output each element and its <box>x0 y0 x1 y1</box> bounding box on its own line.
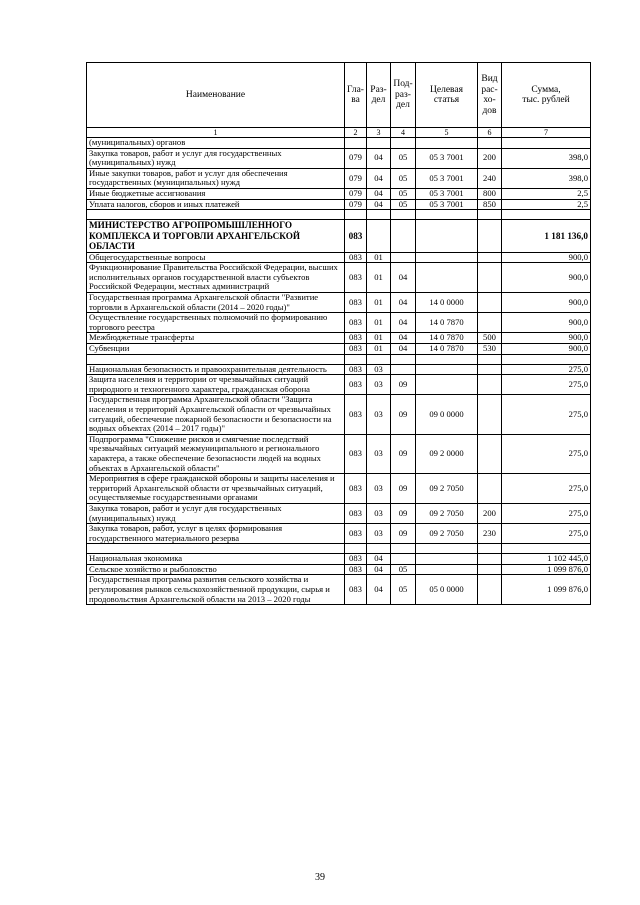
row-glava: 083 <box>345 344 367 355</box>
row-podrazdel: 04 <box>391 333 416 344</box>
table-row <box>87 434 591 473</box>
row-glava: 083 <box>345 375 367 395</box>
row-sum: 900,0 <box>502 263 591 293</box>
column-number: 6 <box>478 128 502 138</box>
row-podrazdel: 05 <box>391 168 416 188</box>
row-target-article: 14 0 7870 <box>416 333 478 344</box>
row-podrazdel: 05 <box>391 148 416 168</box>
row-razdel: 01 <box>367 333 391 344</box>
spacer-row <box>87 210 591 220</box>
row-glava: 083 <box>345 313 367 333</box>
row-target-article: 05 3 7001 <box>416 188 478 199</box>
row-name: Национальная экономика <box>87 554 345 565</box>
row-name: Иные закупки товаров, работ и услуг для обеспечения государственных (муниципальных) нужд <box>87 168 345 188</box>
row-target-article <box>416 375 478 395</box>
row-glava: 079 <box>345 168 367 188</box>
row-razdel <box>367 544 391 554</box>
header-glava: Гла- ва <box>345 63 367 128</box>
row-target-article <box>416 364 478 375</box>
row-expense-type <box>478 474 502 504</box>
row-sum: 275,0 <box>502 434 591 473</box>
row-expense-type: 850 <box>478 199 502 210</box>
row-podrazdel: 04 <box>391 344 416 355</box>
row-expense-type: 240 <box>478 168 502 188</box>
row-target-article: 14 0 7870 <box>416 344 478 355</box>
column-number: 5 <box>416 128 478 138</box>
row-name: Государственная программа развития сельского хозяйства и регулирования рынков сельскохозяйственной продукции, сырья и продовольствия Архангельской области на 2013 – 2020 годы <box>87 575 345 605</box>
row-name: Осуществление государственных полномочий по формированию торгового реестра <box>87 313 345 333</box>
row-name: Уплата налогов, сборов и иных платежей <box>87 199 345 210</box>
row-expense-type <box>478 252 502 263</box>
table-header-row <box>87 63 591 128</box>
column-numbers-row <box>87 128 591 138</box>
row-name: Государственная программа Архангельской области "Защита населения и территорий Архангельской области от чрезвычайных ситуаций, обеспечение пожарной безопасности и безопасности на водных объектах (2014 – 2017 годы)" <box>87 395 345 434</box>
table-row <box>87 263 591 293</box>
row-name: Закупка товаров, работ и услуг для государственных (муниципальных) нужд <box>87 148 345 168</box>
row-podrazdel <box>391 354 416 364</box>
column-number: 4 <box>391 128 416 138</box>
row-expense-type: 800 <box>478 188 502 199</box>
row-name: Защита населения и территории от чрезвычайных ситуаций природного и техногенного характера, гражданская оборона <box>87 375 345 395</box>
row-expense-type <box>478 263 502 293</box>
row-expense-type: 230 <box>478 524 502 544</box>
row-sum: 1 099 876,0 <box>502 575 591 605</box>
column-number: 3 <box>367 128 391 138</box>
row-name: (муниципальных) органов <box>87 138 345 149</box>
row-target-article: 09 0 0000 <box>416 395 478 434</box>
row-glava: 079 <box>345 148 367 168</box>
table-row <box>87 364 591 375</box>
row-expense-type <box>478 544 502 554</box>
row-glava: 083 <box>345 263 367 293</box>
row-podrazdel: 05 <box>391 188 416 199</box>
row-podrazdel: 09 <box>391 503 416 523</box>
table-row <box>87 344 591 355</box>
row-razdel: 03 <box>367 503 391 523</box>
row-razdel: 03 <box>367 524 391 544</box>
table-row <box>87 252 591 263</box>
header-sum: Сумма, тыс. рублей <box>502 63 591 128</box>
budget-table <box>86 62 591 605</box>
row-podrazdel <box>391 252 416 263</box>
row-glava: 083 <box>345 220 367 253</box>
row-podrazdel: 09 <box>391 395 416 434</box>
table-row <box>87 138 591 149</box>
header-podrazdel: Под- раз- дел <box>391 63 416 128</box>
row-razdel: 04 <box>367 148 391 168</box>
row-razdel: 04 <box>367 168 391 188</box>
row-target-article <box>416 354 478 364</box>
row-sum: 398,0 <box>502 148 591 168</box>
row-razdel: 04 <box>367 564 391 575</box>
row-target-article: 05 3 7001 <box>416 168 478 188</box>
row-sum: 900,0 <box>502 293 591 313</box>
row-razdel: 04 <box>367 199 391 210</box>
row-podrazdel: 05 <box>391 564 416 575</box>
table-row <box>87 503 591 523</box>
row-name: Субвенции <box>87 344 345 355</box>
row-sum: 275,0 <box>502 375 591 395</box>
row-target-article <box>416 554 478 565</box>
row-target-article <box>416 220 478 253</box>
row-target-article: 14 0 7870 <box>416 313 478 333</box>
row-sum: 398,0 <box>502 168 591 188</box>
row-podrazdel <box>391 364 416 375</box>
row-podrazdel: 09 <box>391 375 416 395</box>
row-podrazdel <box>391 544 416 554</box>
row-razdel: 03 <box>367 375 391 395</box>
row-glava <box>345 354 367 364</box>
row-expense-type: 530 <box>478 344 502 355</box>
row-glava <box>345 138 367 149</box>
row-sum: 275,0 <box>502 474 591 504</box>
row-glava: 083 <box>345 524 367 544</box>
table-row <box>87 148 591 168</box>
row-glava: 083 <box>345 252 367 263</box>
row-expense-type <box>478 293 502 313</box>
row-name: Иные бюджетные ассигнования <box>87 188 345 199</box>
row-target-article: 14 0 0000 <box>416 293 478 313</box>
header-target-article: Целевая статья <box>416 63 478 128</box>
row-razdel: 03 <box>367 474 391 504</box>
row-sum: 1 181 136,0 <box>502 220 591 253</box>
row-glava: 079 <box>345 188 367 199</box>
row-expense-type <box>478 564 502 575</box>
row-sum: 275,0 <box>502 503 591 523</box>
row-sum: 275,0 <box>502 364 591 375</box>
row-glava: 083 <box>345 395 367 434</box>
row-glava: 083 <box>345 333 367 344</box>
row-name <box>87 354 345 364</box>
row-glava: 083 <box>345 564 367 575</box>
row-podrazdel: 09 <box>391 524 416 544</box>
row-expense-type <box>478 354 502 364</box>
row-name: Общегосударственные вопросы <box>87 252 345 263</box>
row-name: Национальная безопасность и правоохранительная деятельность <box>87 364 345 375</box>
row-name: Сельское хозяйство и рыболовство <box>87 564 345 575</box>
row-podrazdel <box>391 210 416 220</box>
row-glava: 079 <box>345 199 367 210</box>
row-podrazdel: 04 <box>391 293 416 313</box>
row-name: МИНИСТЕРСТВО АГРОПРОМЫШЛЕННОГО КОМПЛЕКСА И ТОРГОВЛИ АРХАНГЕЛЬСКОЙ ОБЛАСТИ <box>87 220 345 253</box>
table-row <box>87 564 591 575</box>
row-razdel: 04 <box>367 188 391 199</box>
table-row <box>87 575 591 605</box>
row-razdel: 01 <box>367 252 391 263</box>
row-podrazdel <box>391 138 416 149</box>
row-glava: 083 <box>345 364 367 375</box>
row-razdel <box>367 210 391 220</box>
row-name: Закупка товаров, работ и услуг для государственных (муниципальных) нужд <box>87 503 345 523</box>
row-name: Подпрограмма "Снижение рисков и смягчение последствий чрезвычайных ситуаций межмуниципального и регионального характера, а также обеспечение безопасности людей на водных объектах в Архангельской области" <box>87 434 345 473</box>
budget-table-page <box>86 62 590 605</box>
row-podrazdel: 05 <box>391 199 416 210</box>
row-name: Межбюджетные трансферты <box>87 333 345 344</box>
row-sum: 2,5 <box>502 199 591 210</box>
row-razdel: 01 <box>367 293 391 313</box>
row-target-article <box>416 544 478 554</box>
table-row <box>87 524 591 544</box>
row-sum <box>502 544 591 554</box>
row-target-article: 05 3 7001 <box>416 148 478 168</box>
row-glava: 083 <box>345 503 367 523</box>
table-row <box>87 313 591 333</box>
row-target-article: 09 2 0000 <box>416 434 478 473</box>
row-glava <box>345 210 367 220</box>
row-sum <box>502 354 591 364</box>
column-number: 2 <box>345 128 367 138</box>
header-expense-type: Вид рас- хо- дов <box>478 63 502 128</box>
row-podrazdel: 09 <box>391 434 416 473</box>
row-sum: 1 099 876,0 <box>502 564 591 575</box>
row-name <box>87 544 345 554</box>
row-podrazdel <box>391 220 416 253</box>
spacer-row <box>87 354 591 364</box>
row-expense-type <box>478 220 502 253</box>
row-name <box>87 210 345 220</box>
table-row <box>87 199 591 210</box>
row-name: Закупка товаров, работ, услуг в целях формирования государственного материального резерва <box>87 524 345 544</box>
table-row <box>87 293 591 313</box>
table-row <box>87 168 591 188</box>
row-glava: 083 <box>345 474 367 504</box>
row-expense-type <box>478 375 502 395</box>
row-expense-type <box>478 210 502 220</box>
row-name: Государственная программа Архангельской области "Развитие торговли в Архангельской области (2014 – 2020 годы)" <box>87 293 345 313</box>
row-target-article <box>416 138 478 149</box>
row-sum: 275,0 <box>502 524 591 544</box>
row-sum: 2,5 <box>502 188 591 199</box>
row-podrazdel: 04 <box>391 263 416 293</box>
row-sum: 900,0 <box>502 333 591 344</box>
header-name: Наименование <box>87 63 345 128</box>
row-razdel: 01 <box>367 313 391 333</box>
row-razdel: 03 <box>367 434 391 473</box>
row-sum: 900,0 <box>502 252 591 263</box>
row-razdel: 01 <box>367 263 391 293</box>
row-sum: 900,0 <box>502 313 591 333</box>
row-glava: 083 <box>345 434 367 473</box>
spacer-row <box>87 544 591 554</box>
row-expense-type <box>478 395 502 434</box>
page-number: 39 <box>315 872 325 883</box>
table-row <box>87 474 591 504</box>
table-row <box>87 395 591 434</box>
row-podrazdel: 09 <box>391 474 416 504</box>
row-expense-type <box>478 575 502 605</box>
row-target-article: 05 0 0000 <box>416 575 478 605</box>
row-podrazdel <box>391 554 416 565</box>
row-expense-type: 200 <box>478 148 502 168</box>
row-razdel: 04 <box>367 575 391 605</box>
row-sum <box>502 138 591 149</box>
column-number: 1 <box>87 128 345 138</box>
row-razdel: 03 <box>367 395 391 434</box>
row-razdel: 04 <box>367 554 391 565</box>
row-glava: 083 <box>345 293 367 313</box>
row-razdel <box>367 138 391 149</box>
row-expense-type <box>478 434 502 473</box>
row-target-article: 09 2 7050 <box>416 474 478 504</box>
row-razdel <box>367 220 391 253</box>
row-target-article: 09 2 7050 <box>416 524 478 544</box>
column-number: 7 <box>502 128 591 138</box>
table-row <box>87 554 591 565</box>
table-row <box>87 220 591 253</box>
row-target-article <box>416 252 478 263</box>
row-sum: 275,0 <box>502 395 591 434</box>
row-target-article: 05 3 7001 <box>416 199 478 210</box>
row-glava: 083 <box>345 554 367 565</box>
row-sum: 900,0 <box>502 344 591 355</box>
row-glava: 083 <box>345 575 367 605</box>
header-razdel: Раз- дел <box>367 63 391 128</box>
table-row <box>87 188 591 199</box>
row-expense-type <box>478 313 502 333</box>
row-expense-type: 200 <box>478 503 502 523</box>
row-glava <box>345 544 367 554</box>
row-podrazdel: 05 <box>391 575 416 605</box>
row-expense-type <box>478 364 502 375</box>
row-podrazdel: 04 <box>391 313 416 333</box>
row-sum <box>502 210 591 220</box>
row-name: Функционирование Правительства Российской Федерации, высших исполнительных органов государственной власти субъектов Российской Федерации, местных администраций <box>87 263 345 293</box>
row-expense-type <box>478 138 502 149</box>
table-body <box>87 138 591 605</box>
row-razdel: 03 <box>367 364 391 375</box>
row-expense-type <box>478 554 502 565</box>
table-row <box>87 375 591 395</box>
row-razdel: 01 <box>367 344 391 355</box>
row-expense-type: 500 <box>478 333 502 344</box>
row-target-article: 09 2 7050 <box>416 503 478 523</box>
row-target-article <box>416 564 478 575</box>
row-razdel <box>367 354 391 364</box>
row-name: Мероприятия в сфере гражданской обороны и защиты населения и территорий Архангельской области от чрезвычайных ситуаций, осуществляемые государственными органами <box>87 474 345 504</box>
row-sum: 1 102 445,0 <box>502 554 591 565</box>
row-target-article <box>416 210 478 220</box>
row-target-article <box>416 263 478 293</box>
table-row <box>87 333 591 344</box>
